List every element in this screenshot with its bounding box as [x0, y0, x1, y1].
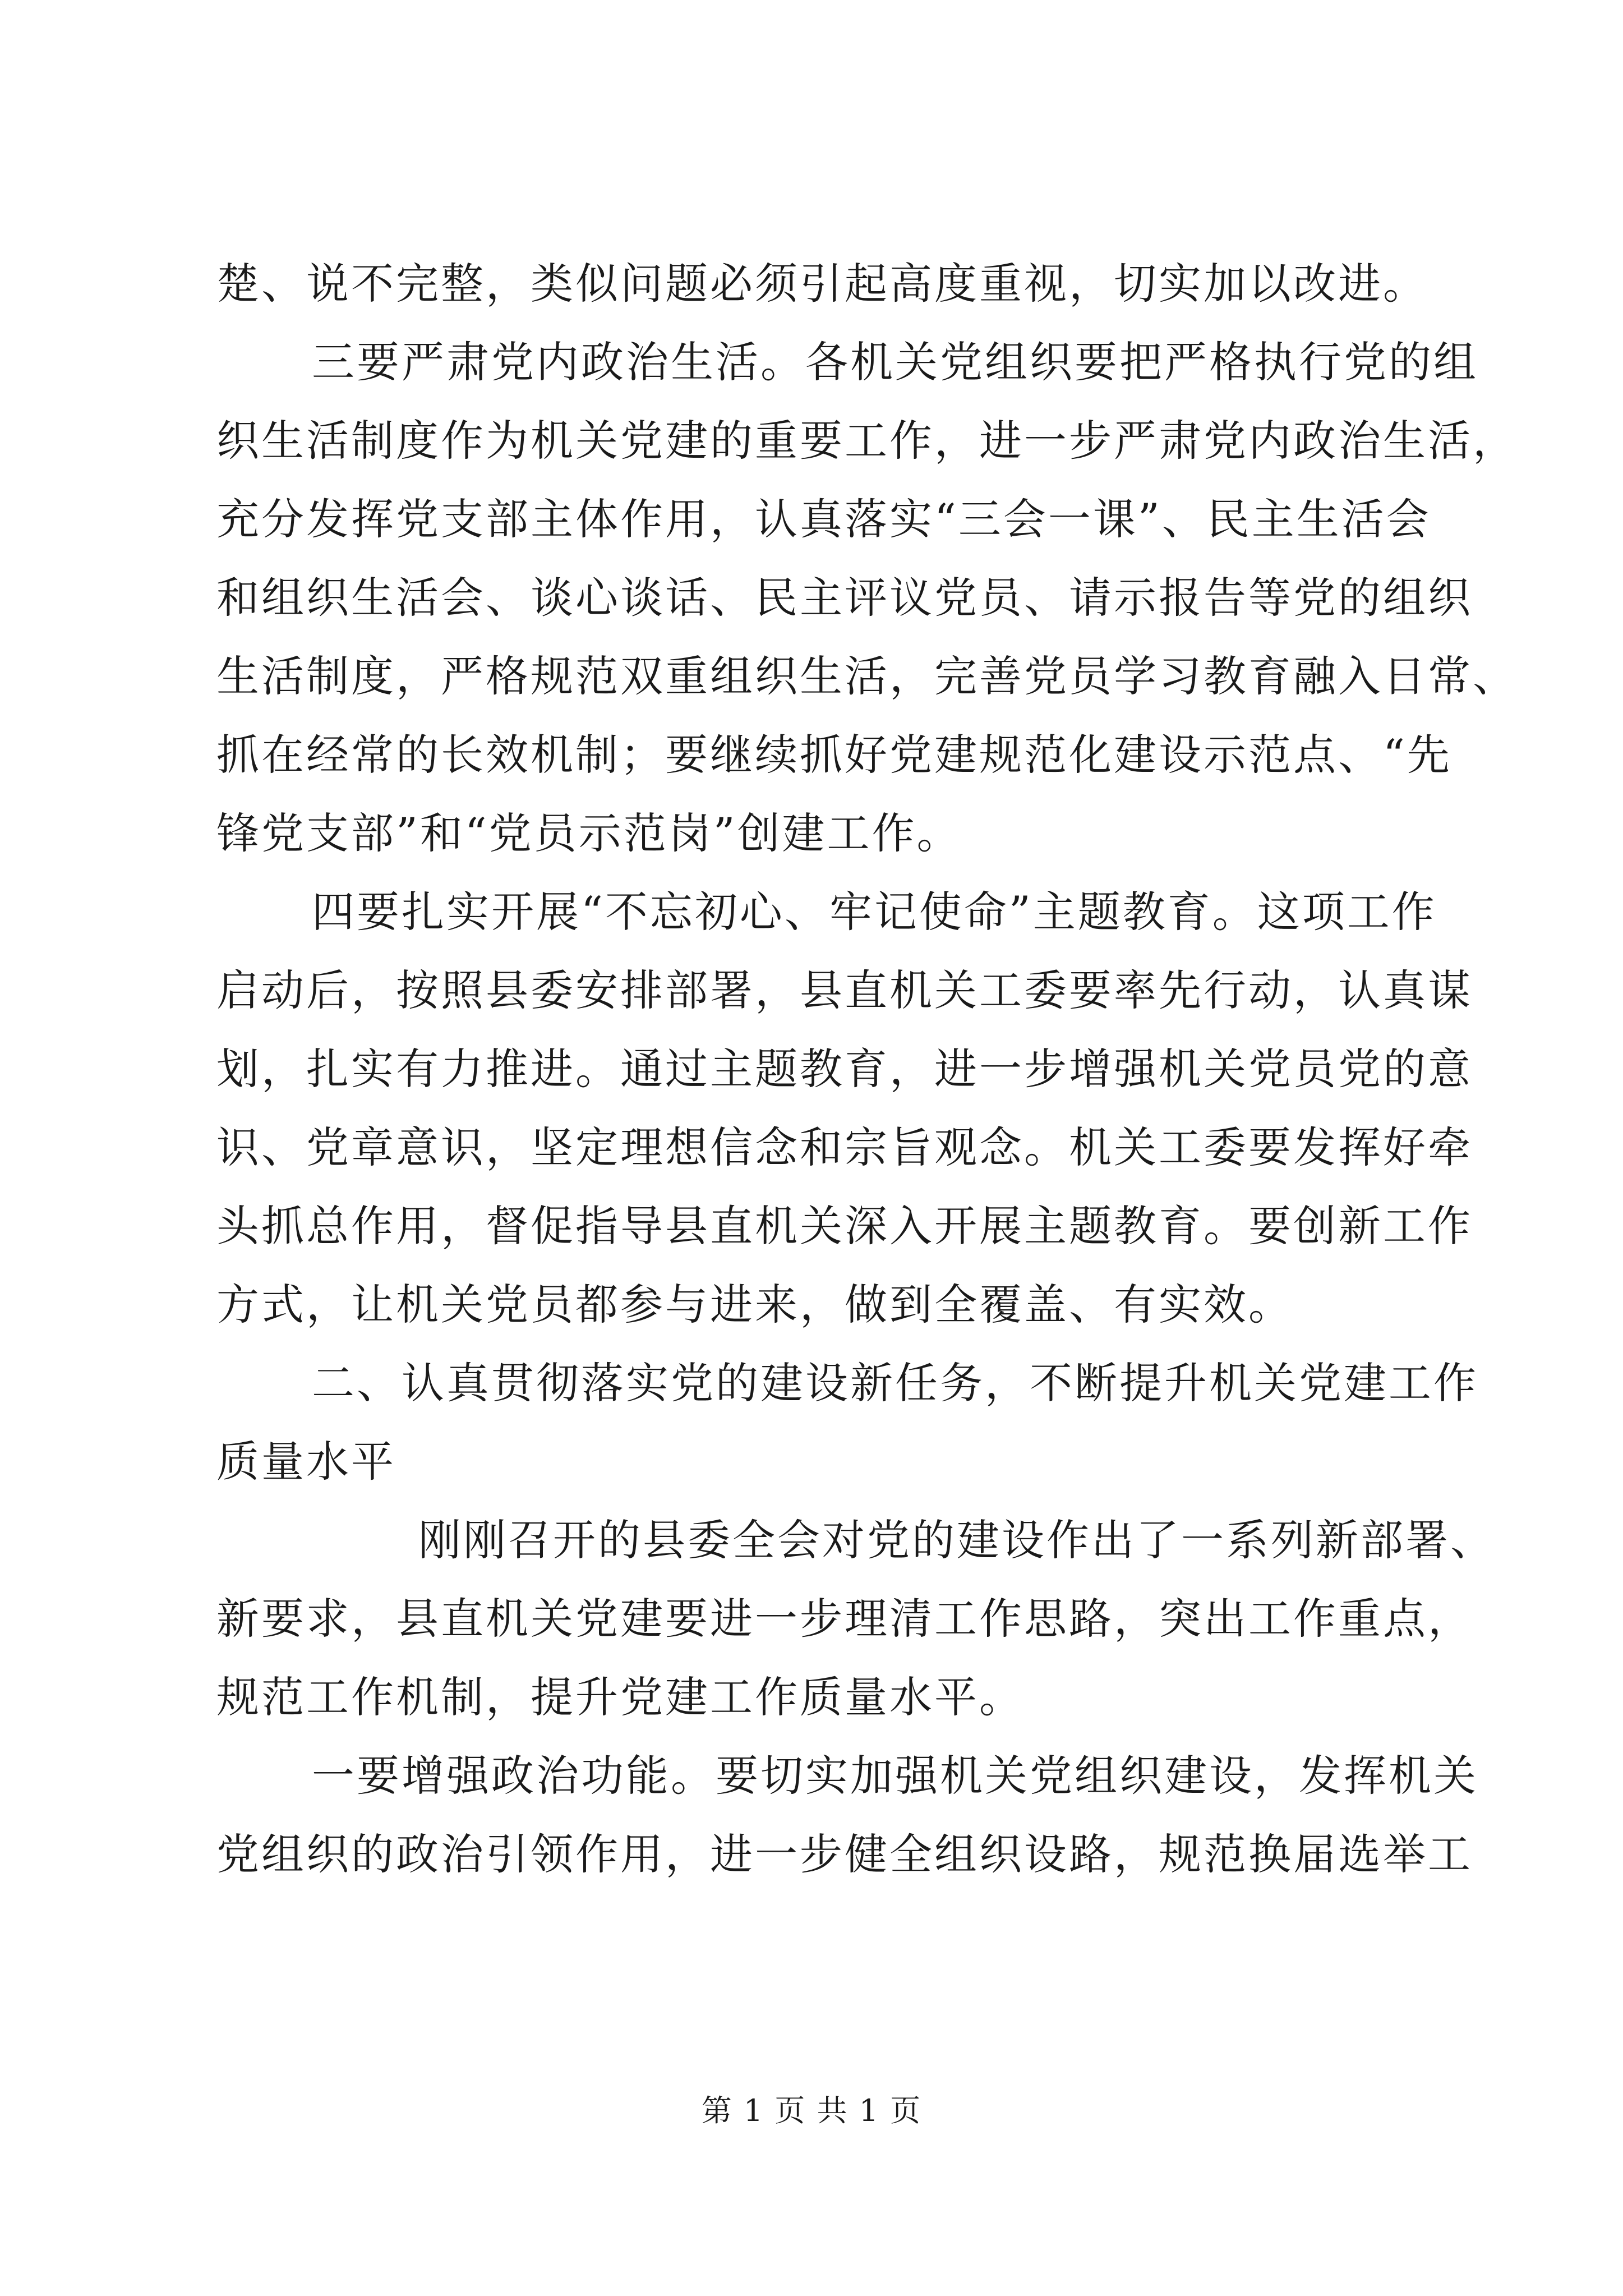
text-line: 党组织的政治引领作用，进一步健全组织设路，规范换届选举工	[216, 1829, 1473, 1879]
text-line: 规范工作机制，提升党建工作质量水平。	[216, 1672, 1024, 1722]
section-heading-cont: 质量水平	[216, 1437, 396, 1487]
text-line: 和组织生活会、谈心谈话、民主评议党员、请示报告等党的组织	[216, 573, 1473, 623]
text-line: 一要增强政治功能。要切实加强机关党组织建设，发挥机关	[312, 1751, 1478, 1801]
document-body	[216, 245, 1518, 1894]
text-line: 头抓总作用，督促指导县直机关深入开展主题教育。要创新工作	[216, 1201, 1473, 1251]
text-line: 刚刚召开的县委全会对党的建设作出了一系列新部署、	[418, 1515, 1495, 1565]
text-line: 识、党章意识，坚定理想信念和宗旨观念。机关工委要发挥好牵	[216, 1122, 1473, 1172]
text-line: 划，扎实有力推进。通过主题教育，进一步增强机关党员党的意	[216, 1044, 1473, 1094]
text-line: 织生活制度作为机关党建的重要工作，进一步严肃党内政治生活，	[216, 416, 1518, 466]
text-line: 锋党支部”和“党员示范岗”创建工作。	[216, 808, 962, 858]
text-line: 生活制度，严格规范双重组织生活，完善党员学习教育融入日常、	[216, 651, 1518, 701]
text-line: 抓在经常的长效机制；要继续抓好党建规范化建设示范点、“先	[216, 730, 1452, 780]
text-line: 楚、说不完整，类似问题必须引起高度重视，切实加以改进。	[216, 259, 1428, 309]
text-line: 充分发挥党支部主体作用，认真落实“三会一课”、民主生活会	[216, 494, 1431, 544]
section-heading: 二、认真贯彻落实党的建设新任务，不断提升机关党建工作	[312, 1358, 1478, 1408]
text-line: 三要严肃党内政治生活。各机关党组织要把严格执行党的组	[312, 337, 1478, 387]
text-line: 启动后，按照县委安排部署，县直机关工委要率先行动，认真谋	[216, 965, 1473, 1015]
text-line: 新要求，县直机关党建要进一步理清工作思路，突出工作重点，	[216, 1594, 1473, 1644]
text-line: 四要扎实开展“不忘初心、牢记使命”主题教育。这项工作	[312, 887, 1437, 937]
page-footer: 第 1 页 共 1 页	[701, 2093, 922, 2128]
text-line: 方式，让机关党员都参与进来，做到全覆盖、有实效。	[216, 1280, 1293, 1329]
